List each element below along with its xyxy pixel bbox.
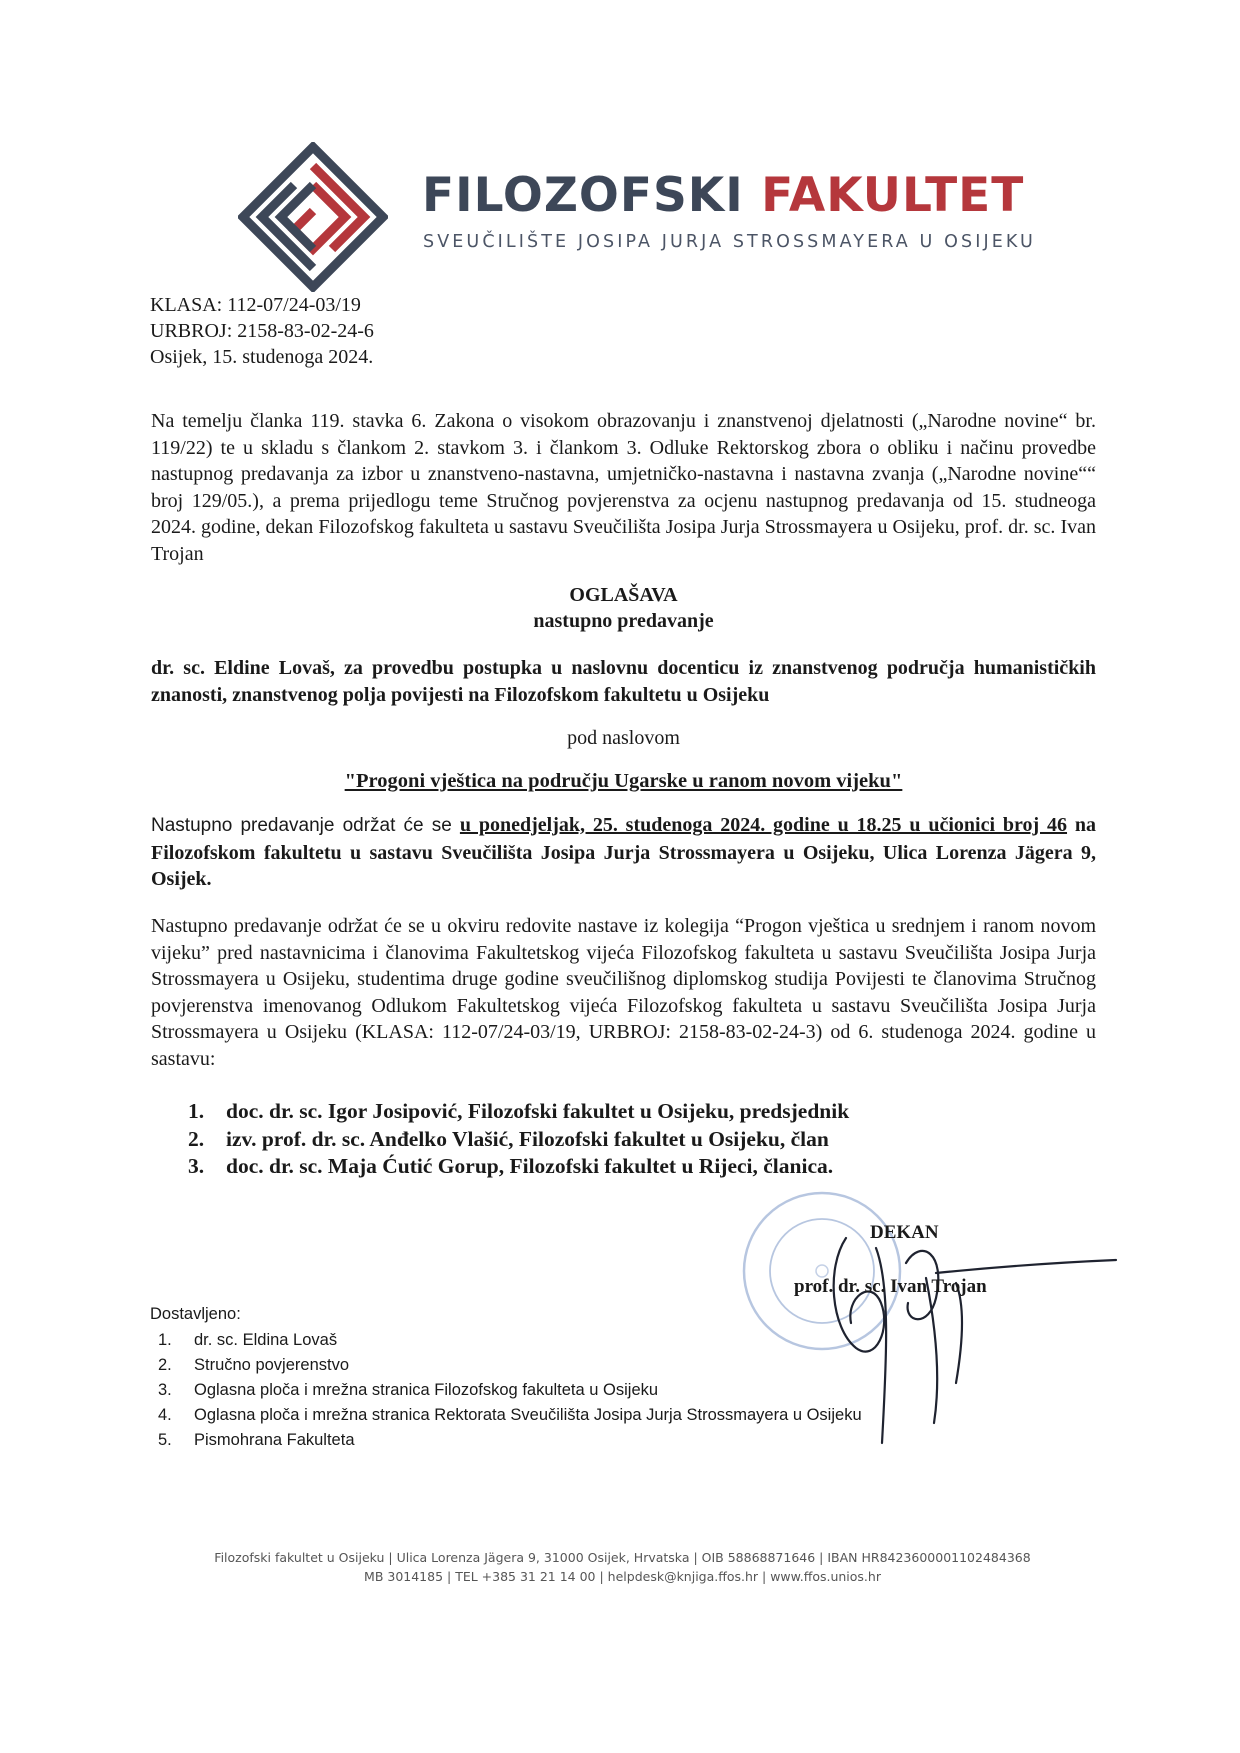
list-item — [158, 1353, 862, 1378]
recipient: Oglasna ploča i mrežna stranica Filozofskog fakulteta u Osijeku — [194, 1381, 659, 1399]
schedule-paragraph — [151, 812, 1096, 893]
schedule-when: u ponedjeljak, 25. studenoga 2024. godine u 18.25 u učionici broj 46 — [459, 814, 1068, 836]
list-number: 4. — [158, 1406, 172, 1424]
list-number: 2. — [188, 1126, 205, 1151]
brand-word-fakultet: FAKULTET — [761, 168, 1025, 223]
committee-member: izv. prof. dr. sc. Anđelko Vlašić, Filozofski fakultet u Osijeku, član — [226, 1126, 829, 1151]
list-item — [188, 1098, 849, 1126]
announce-title: OGLAŠAVA — [569, 584, 678, 606]
list-item — [158, 1378, 862, 1403]
place-date: Osijek, 15. studenoga 2024. — [150, 346, 374, 368]
committee-list — [188, 1098, 849, 1181]
footer-contact: MB 3014185 | TEL +385 31 21 14 00 | helpdesk@knjiga.ffos.hr | www.ffos.unios.hr — [364, 1569, 881, 1584]
university-name: SVEUČILIŠTE JOSIPA JURJA STROSSMAYERA U OSIJEKU — [423, 232, 1036, 252]
list-number: 2. — [158, 1356, 172, 1374]
brand-word-filozofski: FILOZOFSKI — [422, 168, 744, 223]
list-number: 3. — [188, 1154, 205, 1178]
intro-paragraph: Na temelju članka 119. stavka 6. Zakona o visokom obrazovanju i znanstvenoj djelatnosti („Narodne novine“ br. 119/22) te u skladu s člankom 2. stavkom 3. i člankom 3. Odluke Rektorskog zbora o obliku i načinu provedbe nastupnog predavanja za izbor u znanstveno-nastavna, umjetničko-nastavna i nastavna zvanja („Narodne novine““ broj 129/05.), a prema prijedlogu teme Stručnog povjerenstva za ocjenu nastupnog predavanja od 15. studneoga 2024. godine, dekan Filozofskog fakulteta u sastavu Sveučilišta Josipa Jurja Strossmayera u Osijeku, prof. dr. sc. Ivan Trojan — [151, 410, 1096, 565]
klasa: KLASA: 112-07/24-03/19 — [150, 294, 361, 316]
list-number: 1. — [188, 1099, 205, 1123]
list-item — [188, 1153, 849, 1181]
recipient: Oglasna ploča i mrežna stranica Rektorata Sveučilišta Josipa Jurja Strossmayera u Osijeku — [194, 1406, 862, 1424]
schedule-prefix: Nastupno predavanje održat će se — [151, 815, 460, 836]
signatory-role: DEKAN — [870, 1222, 939, 1243]
lecture-title: "Progoni vještica na području Ugarske u ranom novom vijeku" — [344, 770, 903, 792]
document-meta — [150, 292, 374, 370]
list-item — [158, 1403, 862, 1428]
footer-address: Filozofski fakultet u Osijeku | Ulica Lorenza Jägera 9, 31000 Osijek, Hrvatska | OIB 58868871646 | IBAN HR8423600001102484368 — [214, 1550, 1031, 1565]
delivered-list — [158, 1328, 862, 1453]
candidate-paragraph: dr. sc. Eldine Lovaš, za provedbu postupka u naslovnu docenticu iz znanstvenog područja humanističkih znanosti, znanstvenog polja povijesti na Filozofskom fakultetu u Osijeku — [151, 657, 1096, 706]
under-title-label: pod naslovom — [567, 727, 680, 749]
committee-member: doc. dr. sc. Igor Josipović, Filozofski fakultet u Osijeku, predsjednik — [226, 1099, 850, 1123]
context-paragraph: Nastupno predavanje održat će se u okviru redovite nastave iz kolegija “Progon vještica u srednjem i ranom novom vijeku” pred nastavnicima i članovima Fakultetskog vijeća Filozofskog fakulteta u sastavu Sveučilišta Josipa Jurja Strossmayera u Osijeku, studentima druge godine sveučilišnog diplomskog studija Povijesti te članovima Stručnog povjerenstva imenovanog Odlukom Fakultetskog vijeća Filozofskog fakulteta u sastavu Sveučilišta Josipa Jurja Strossmayera u Osijeku (KLASA: 112-07/24-03/19, URBROJ: 2158-83-02-24-3) od 6. studenoga 2024. godine u sastavu: — [151, 915, 1096, 1070]
list-item — [188, 1126, 849, 1154]
list-item — [158, 1328, 862, 1353]
faculty-name — [422, 168, 1025, 223]
recipient: Stručno povjerenstvo — [194, 1356, 350, 1374]
delivered-title: Dostavljeno: — [150, 1305, 241, 1323]
signatory-name: prof. dr. sc. Ivan Trojan — [794, 1276, 987, 1297]
schedule-where: na Filozofskom fakultetu u sastavu Sveučilišta Josipa Jurja Strossmayera u Osijeku, Ulica Lorenza Jägera 9, Osijek. — [151, 814, 1096, 890]
list-item — [158, 1428, 862, 1453]
list-number: 5. — [158, 1431, 172, 1449]
list-number: 1. — [158, 1331, 172, 1349]
recipient: dr. sc. Eldina Lovaš — [194, 1331, 338, 1349]
footer — [150, 1548, 1095, 1586]
urbroj: URBROJ: 2158-83-02-24-6 — [150, 320, 374, 342]
faculty-logo-icon — [238, 142, 388, 292]
committee-member: doc. dr. sc. Maja Ćutić Gorup, Filozofski fakultet u Rijeci, članica. — [226, 1154, 834, 1178]
announce-subtitle: nastupno predavanje — [533, 610, 714, 632]
recipient: Pismohrana Fakulteta — [194, 1431, 355, 1449]
list-number: 3. — [158, 1381, 172, 1399]
